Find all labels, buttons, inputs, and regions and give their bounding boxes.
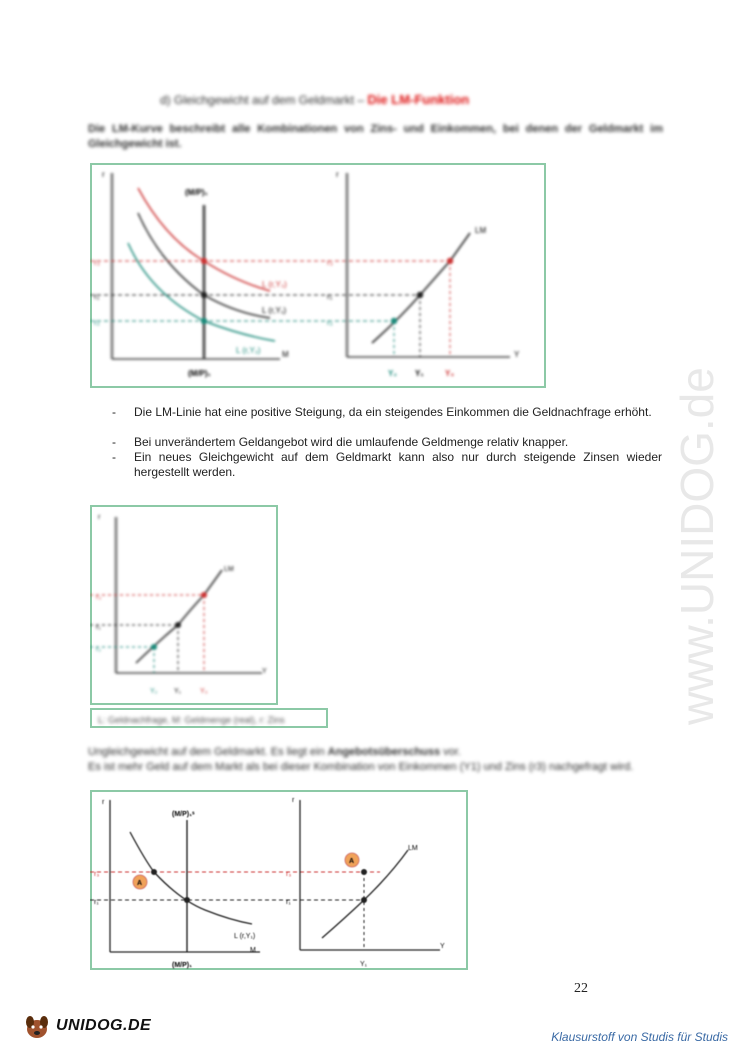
fig1-Y3: Y₃ — [445, 369, 455, 378]
list-item: - Ein neues Gleichgewicht auf dem Geldmarkt kann also nur durch steigende Zinsen wieder hergestellt werden. — [112, 450, 662, 479]
section-heading-prefix: d) Gleichgewicht auf dem Geldmarkt – — [160, 93, 368, 107]
fig2-r2: r₂ — [96, 646, 102, 653]
fig3-Y1: Y₁ — [360, 961, 368, 968]
fig1-left-r2: r₂ — [94, 318, 100, 327]
fig1-right-r-label: r — [336, 170, 339, 179]
fig2-LM-label: LM — [224, 566, 234, 573]
section-heading — [160, 92, 469, 107]
logo-text: UNIDOG.DE — [56, 1017, 152, 1034]
fig3-mp-bottom-label: (M/P)₁ — [172, 962, 193, 969]
para2-line1-bold: Angebotsüberschuss — [327, 746, 441, 758]
fig3-LM-label: LM — [408, 845, 418, 852]
fig1-left-r3: r₃ — [94, 258, 100, 267]
fig2-Y3: Y₃ — [200, 688, 208, 695]
fig1-M: M — [282, 350, 289, 359]
dog-icon — [22, 1012, 52, 1040]
para2-line2: Es ist mehr Geld auf dem Markt als bei dieser Kombination von Einkommen (Y1) und Zins (r3) nachgefragt wird. — [88, 761, 634, 773]
fig2-Y-axis: Y — [262, 668, 267, 675]
figure-lm-curve — [90, 505, 278, 705]
fig1-Y-axis: Y — [514, 350, 520, 359]
fig1-L2: L (r,Y₂) — [236, 346, 261, 355]
fig1-right-r3: r₃ — [327, 258, 333, 267]
bullet-text: Die LM-Linie hat eine positive Steigung, da ein steigendes Einkommen die Geldnachfrage erhöht. — [134, 405, 652, 419]
intro-paragraph: Die LM-Kurve beschreibt alle Kombinationen von Zins- und Einkommen, bei denen der Geldmarkt im Gleichgewicht ist. — [88, 123, 663, 150]
fig1-Y2: Y₂ — [388, 369, 397, 378]
fig3-right-A: A — [349, 858, 355, 865]
fig1-mp-top-label: (M/P)₁ — [185, 188, 208, 197]
fig3-Y-axis: Y — [440, 943, 445, 950]
footer-logo — [22, 1012, 151, 1040]
footer-tagline: Klausurstoff von Studis für Studis — [551, 1030, 728, 1044]
fig3-L1: L (r,Y₁) — [234, 933, 256, 940]
figure-disequilibrium — [90, 790, 468, 970]
fig3-left-r3: r₃ — [94, 871, 100, 878]
section-heading-highlight: Die LM-Funktion — [367, 92, 470, 107]
figure-lm-derivation — [90, 163, 546, 388]
list-item: - Bei unverändertem Geldangebot wird die umlaufende Geldmenge relativ knapper. — [112, 435, 569, 449]
para2-line1-prefix: Ungleichgewicht auf dem Geldmarkt. Es liegt ein — [88, 746, 328, 758]
watermark — [655, 270, 735, 730]
caption-text: L: Geldnachfrage, M: Geldmenge (real), r: Zins — [98, 715, 285, 725]
fig3-right-r-label: r — [292, 797, 295, 804]
fig1-L3: L (r,Y₃) — [262, 280, 287, 289]
watermark-text: www.UNIDOG.de — [671, 367, 723, 725]
list-item: - Die LM-Linie hat eine positive Steigung, da ein steigendes Einkommen die Geldnachfrage erhöht. — [112, 405, 652, 419]
bullet-list — [112, 405, 662, 480]
fig1-mp-bottom-label: (M/P)₁ — [188, 369, 211, 378]
fig3-mp-top-label: (M/P)₁ˢ — [172, 811, 195, 818]
para2-line1-suffix: vor. — [440, 746, 461, 758]
fig3-left-r-label: r — [102, 799, 105, 806]
fig3-M: M — [250, 947, 256, 954]
fig1-L1: L (r,Y₁) — [262, 306, 287, 315]
fig2-Y1: Y₁ — [174, 688, 182, 695]
fig3-left-A: A — [137, 880, 143, 887]
bullet-text: Bei unverändertem Geldangebot wird die umlaufende Geldmenge relativ knapper. — [134, 435, 569, 449]
figure-caption — [90, 708, 328, 728]
fig2-r-label: r — [98, 514, 101, 521]
fig3-right-r3: r₃ — [286, 871, 292, 878]
fig1-right-r2: r₂ — [327, 318, 333, 327]
fig2-r3: r₃ — [96, 594, 102, 601]
page-number: 22 — [574, 981, 588, 996]
fig1-LM-label: LM — [475, 226, 487, 235]
fig2-Y2: Y₂ — [150, 688, 158, 695]
fig3-left-r1: r₁ — [94, 899, 99, 906]
fig2-r1: r₁ — [96, 624, 101, 631]
bullet-text: Ein neues Gleichgewicht auf dem Geldmarkt kann also nur durch steigende Zinsen wieder hergestellt werden. — [134, 450, 662, 479]
fig1-left-r1: r₁ — [94, 292, 100, 301]
fig3-right-r1: r₁ — [286, 899, 291, 906]
fig1-right-r1: r₁ — [327, 292, 333, 301]
disequilibrium-paragraph — [88, 745, 663, 775]
fig1-left-r-label: r — [102, 170, 105, 179]
fig1-Y1: Y₁ — [415, 369, 424, 378]
